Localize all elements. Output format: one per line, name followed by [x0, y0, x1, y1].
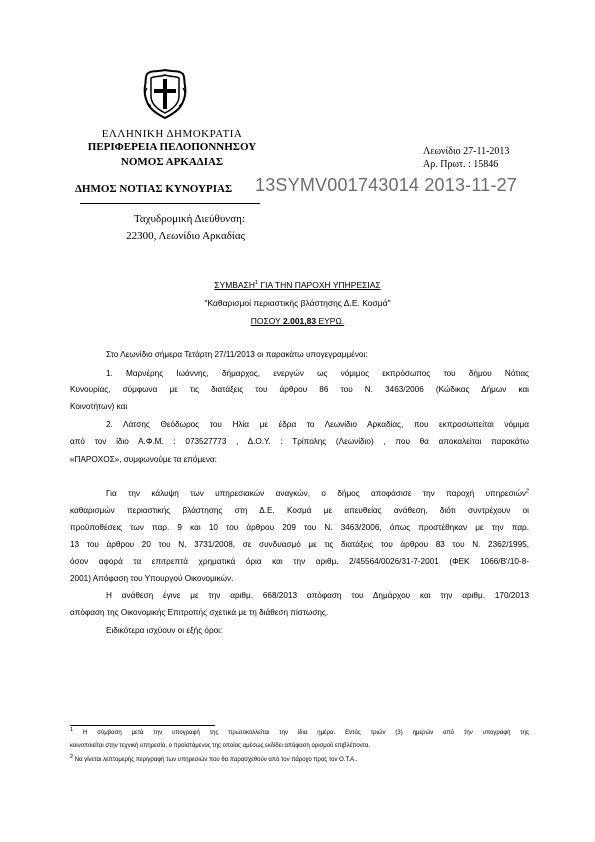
para2-line2: απόφαση της Οικονομικής Επιτροπής σχετικά με τη διάθεση πίστωσης.	[70, 608, 329, 617]
party1-line3: Κοινοτήτων) και	[70, 402, 128, 411]
contract-amount: ΠΟΣΟΥ 2.001,83 ΕΥΡΩ.	[250, 316, 345, 326]
header-municipality: ΔΗΜΟΣ ΝΟΤΙΑΣ ΚΥΝΟΥΡΙΑΣ	[75, 183, 233, 195]
address-value: 22300, Λεωνίδιο Αρκαδίας	[126, 230, 245, 242]
registry-stamp: 13SYMV001743014 2013-11-27	[255, 175, 518, 195]
protocol-number: Αρ. Πρωτ. : 15846	[423, 159, 499, 170]
contract-subject: "Καθαρισμοί περιαστικής βλάστησης Δ.Ε. Κοσμά"	[204, 298, 391, 308]
address-label: Ταχυδρομική Διεύθυνση:	[133, 213, 245, 225]
footnote-2: $^2$ Να γίνεται λεπτομερής περιγραφή των υπηρεσιών που θα παρασχεθούν από τον πάροχο προς τον Ο.Τ.Α..	[70, 754, 358, 763]
header-divider	[80, 203, 260, 204]
intro-text: Στο Λεωνίδιο σήμερα Τετάρτη 27/11/2013 οι παρακάτω υπογεγραμμένοι:	[106, 350, 368, 359]
footnote-ref-1: 1	[255, 280, 259, 287]
footnote-ref-2: 2	[525, 488, 529, 495]
header-prefecture: ΝΟΜΟΣ ΑΡΚΑΔΙΑΣ	[120, 156, 224, 168]
footnote-1-line1: $^1$ Η σύμβαση μετά την υπογραφή της πρωτοκολλείται την ίδια ημέρα. Εντός τριών (3) ημερών από την υπογραφή της	[70, 727, 529, 736]
coat-of-arms-emblem	[143, 68, 187, 120]
party1-line2: Κυνουρίας, σύμφωνα με τις διατάξεις του άρθρου 86 του Ν. 3463/2006 (Κώδικας Δήμων και	[70, 385, 529, 394]
footnote-divider	[70, 725, 215, 726]
party2-line2: από τον ίδιο Α.Φ.Μ. : 073527773 , Δ.Ο.Υ. : Τρίπολης (Λεωνίδιο) , που θα αποκαλείται παρακάτω	[70, 437, 529, 446]
para3-text: Ειδικότερα ισχύουν οι εξής όροι:	[106, 626, 223, 635]
para1-line2: καθαρισμών περιαστικής βλάστησης στη Δ.Ε. Κοσμά με απευθείας ανάθεση, διότι συντρέχουν οι	[70, 506, 529, 515]
para1-line4: 13 του άρθρου 20 του Ν. 3731/2008, σε συνδυασμό με τις διατάξεις του άρθρου 83 του Ν. 2362/1995,	[70, 540, 529, 549]
para1-line6: 2001) Απόφαση του Υπουργού Οικονομικών.	[70, 574, 234, 583]
header-country: ΕΛΛΗΝΙΚΗ ΔΗΜΟΚΡΑΤΙΑ	[101, 128, 243, 140]
footnote-1-line2: κοινοποιείται στην τεχνική υπηρεσία, ο προϊστάμενος της οποίας αμέσως εκδίδει απόφαση ορισμού επιβλέποντα.	[70, 743, 371, 749]
party2-line3: «ΠΑΡΟΧΟΣ», συμφωνούμε τα επόμενα:	[70, 455, 217, 464]
place-date: Λεωνίδιο 27-11-2013	[423, 146, 510, 157]
para1-line3: προϋποθέσεις των παρ. 9 και 10 του άρθρου 209 του Ν. 3463/2006, όπως προστέθηκαν με την παρ.	[70, 523, 529, 532]
party1-line1: 1. Μαρνέρης Ιωάννης, δήμαρχος, ενεργών ως νόμιμος εκπρόσωπος του δήμου Νότιας	[106, 369, 529, 378]
para1-line1: Για την κάλυψη των υπηρεσιακών αναγκών, ο δήμος αποφάσισε την παροχή υπηρεσιών$^2$	[106, 488, 529, 498]
para1-line5: όσον αφορά τα επιτρεπτά χρηματικά όρια και την αριθμ. 2/45564/0026/31-7-2001 (ΦΕΚ 1066/Β'/10-8-	[70, 557, 529, 566]
header-region: ΠΕΡΙΦΕΡΕΙΑ ΠΕΛΟΠΟΝΝΗΣΟΥ	[87, 141, 257, 153]
contract-title: ΣΥΜΒΑΣΗ$^1$ ΓΙΑ ΤΗΝ ΠΑΡΟΧΗ ΥΠΗΡΕΣΙΑΣ	[214, 280, 381, 290]
para2-line1: Η ανάθεση έγινε με την αριθμ. 668/2013 απόφαση του Δημάρχου και την αριθμ. 170/2013	[106, 591, 529, 600]
party2-line1: 2. Λάτσης Θεόδωρος του Ηλία με έδρα το Λεωνίδιο Αρκαδίας, που εκπροσωπείται νόμιμα	[106, 420, 529, 429]
